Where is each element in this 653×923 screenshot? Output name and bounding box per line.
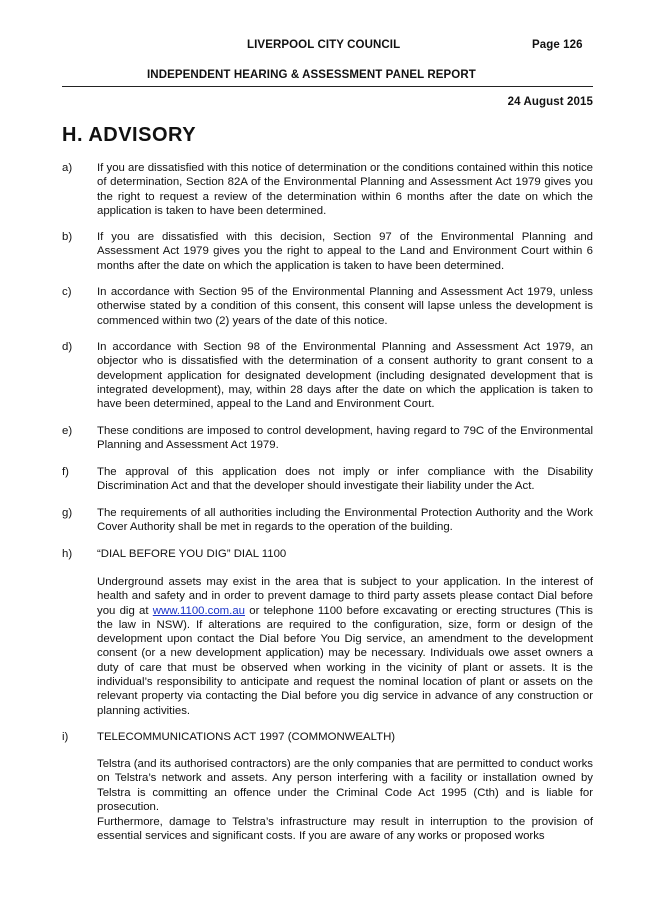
item-text: The requirements of all authorities including the Environmental Protection Authority and the Work Cover Authority shall be met in regards to the operation of the building. bbox=[97, 507, 593, 534]
dial-website-link[interactable]: www.1100.com.au bbox=[152, 604, 246, 617]
list-item-i bbox=[62, 730, 593, 744]
list-item-h bbox=[62, 547, 593, 561]
list-item-a bbox=[62, 161, 593, 218]
item-text: In accordance with Section 95 of the Environmental Planning and Assessment Act 1979, unless otherwise stated by a condition of this consent, this consent will lapse unless the development is commenced within two (2) years of the date of this notice. bbox=[97, 286, 593, 327]
item-label: h) bbox=[62, 548, 73, 560]
telstra-paragraph-1: Telstra (and its authorised contractors) are the only companies that are permitted to conduct works on Telstra’s network and assets. Any person interfering with a facility or installation owned by Telstra is committing an offence under the Criminal Code Act 1995 (Cth) and is liable for prosecution. bbox=[97, 758, 593, 813]
item-label: i) bbox=[62, 731, 69, 743]
list-item-e bbox=[62, 424, 593, 453]
item-label: a) bbox=[62, 162, 73, 174]
item-text: If you are dissatisfied with this notice of determination or the conditions contained within this notice of determination, Section 82A of the Environmental Planning and Assessment Act 1979 gives you the right to request a review of the determination within 6 months after the date on which the application is taken to have been determined. bbox=[97, 162, 593, 217]
header-divider bbox=[62, 86, 593, 87]
dial-text-after: or telephone 1100 before excavating or erecting structures (This is the law in NSW). If alterations are required to the configuration, size, form or design of the development upon contact the Dial before You Dig service, an amendment to the development consent (or a new development application) may be necessary. Individuals owe asset owners a duty of care that must be observed when working in the vicinity of plant or assets. It is the individual’s responsibility to anticipate and request the nominal location of plant or assets on the relevant property via contacting the Dial before you dig service in advance of any construction or planning activities. bbox=[97, 604, 593, 717]
list-item-b bbox=[62, 230, 593, 273]
list-item-c bbox=[62, 285, 593, 328]
item-text: The approval of this application does not imply or infer compliance with the Disability Discrimination Act and that the developer should investigate their liability under the Act. bbox=[97, 466, 593, 493]
list-item-d bbox=[62, 340, 593, 411]
report-title: INDEPENDENT HEARING & ASSESSMENT PANEL REPORT bbox=[147, 69, 476, 81]
item-label: c) bbox=[62, 286, 72, 298]
item-label: g) bbox=[62, 507, 73, 519]
item-label: e) bbox=[62, 425, 73, 437]
report-date: 24 August 2015 bbox=[507, 96, 593, 108]
page-number: Page 126 bbox=[532, 39, 583, 51]
item-heading: “DIAL BEFORE YOU DIG” DIAL 1100 bbox=[97, 548, 287, 560]
item-label: b) bbox=[62, 231, 73, 243]
item-label: f) bbox=[62, 466, 69, 478]
item-label: d) bbox=[62, 341, 73, 353]
item-text: If you are dissatisfied with this decision, Section 97 of the Environmental Planning and Assessment Act 1979 gives you the right to appeal to the Land and Environment Court within 6 months after the date on which the application is taken to have been determined. bbox=[97, 231, 593, 272]
dial-text-before: Underground assets may exist in the area that is subject to your application. In the interest of health and safety and in order to prevent damage to third party assets please contact Dial before you dig at bbox=[97, 576, 593, 617]
list-item-f bbox=[62, 465, 593, 494]
dial-before-you-dig-paragraph bbox=[97, 575, 593, 718]
list-item-g bbox=[62, 506, 593, 535]
item-text: In accordance with Section 98 of the Environmental Planning and Assessment Act 1979, an objector who is dissatisfied with the determination of a consent authority to grant consent to a development application for designated development (including designated development that is integrated development), may, within 28 days after the date on which the application is taken to have been determined, appeal to the Land and Environment Court. bbox=[97, 341, 593, 411]
telstra-paragraph-2: Furthermore, damage to Telstra’s infrastructure may result in interruption to the provision of essential services and significant costs. If you are aware of any works or proposed works bbox=[97, 816, 593, 843]
section-heading: H. ADVISORY bbox=[62, 124, 197, 146]
item-heading: TELECOMMUNICATIONS ACT 1997 (COMMONWEALTH) bbox=[97, 731, 396, 743]
item-text: These conditions are imposed to control development, having regard to 79C of the Environmental Planning and Assessment Act 1979. bbox=[97, 425, 593, 452]
council-name: LIVERPOOL CITY COUNCIL bbox=[247, 39, 401, 51]
